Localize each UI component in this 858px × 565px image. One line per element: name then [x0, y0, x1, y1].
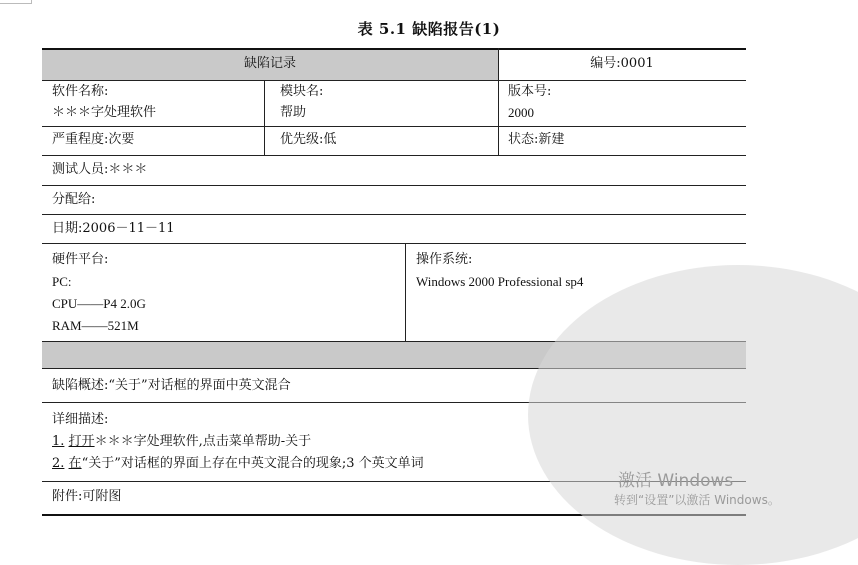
software-label: 软件名称: — [52, 84, 109, 99]
rule — [42, 185, 746, 186]
assignee: 分配给: — [52, 192, 96, 207]
step-2-verb: 在 — [68, 456, 82, 471]
step-1-verb: 打开 — [68, 434, 95, 449]
date: 日期:2006－11－11 — [52, 221, 175, 236]
module-label: 模块名: — [280, 84, 324, 99]
attachment: 附件:可附图 — [52, 489, 122, 504]
activate-windows-title: 激活 Windows — [618, 471, 734, 491]
report-id: 编号:0001 — [590, 56, 654, 71]
record-label: 缺陷记录 — [243, 56, 296, 71]
detail-step-1 — [52, 434, 311, 450]
divider — [405, 243, 406, 341]
detail-label: 详细描述: — [52, 412, 109, 427]
rule — [42, 48, 746, 50]
version-label: 版本号: — [508, 84, 552, 99]
priority: 优先级:低 — [280, 132, 337, 147]
divider — [264, 80, 265, 156]
rule — [42, 126, 746, 127]
step-1-number: 1. — [52, 434, 65, 449]
divider — [498, 80, 499, 156]
hardware-cpu: CPU——P4 2.0G — [52, 296, 146, 311]
module-value: 帮助 — [280, 105, 307, 120]
rule — [42, 80, 746, 81]
step-2-number: 2. — [52, 456, 65, 471]
version-value: 2000 — [508, 105, 534, 120]
rule — [42, 214, 746, 215]
hardware-pc: PC: — [52, 274, 72, 289]
detail-step-2 — [52, 456, 424, 472]
table-title: 表 5.1 缺陷报告(1) — [357, 20, 501, 38]
hardware-ram: RAM——521M — [52, 318, 139, 333]
summary: 缺陷概述:“关于”对话框的界面中英文混合 — [52, 378, 291, 393]
page-corner-box — [0, 0, 32, 4]
rule — [42, 155, 746, 156]
activate-windows-subtitle: 转到“设置”以激活 Windows。 — [614, 493, 780, 507]
status: 状态:新建 — [508, 132, 565, 147]
software-value: ＊＊＊字处理软件 — [52, 105, 157, 120]
os-label: 操作系统: — [416, 252, 473, 267]
severity: 严重程度:次要 — [52, 132, 135, 147]
step-2-text: “关于”对话框的界面上存在中英文混合的现象;3 个英文单词 — [81, 456, 424, 471]
os-value: Windows 2000 Professional sp4 — [416, 274, 584, 289]
hardware-label: 硬件平台: — [52, 252, 109, 267]
step-1-text: ＊＊＊字处理软件,点击菜单帮助-关于 — [94, 434, 312, 449]
tester: 测试人员:＊＊＊ — [52, 162, 148, 177]
rule — [42, 243, 746, 244]
